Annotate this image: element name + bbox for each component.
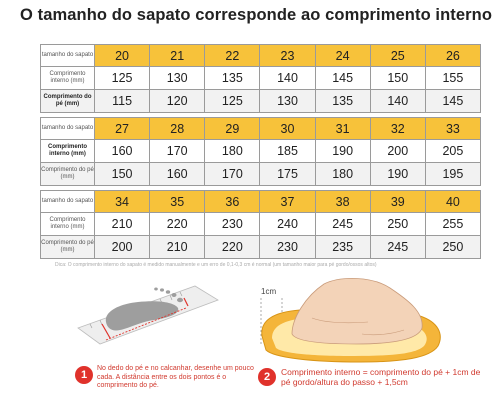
foot-cell: 135	[315, 90, 370, 113]
inner-cell: 145	[315, 67, 370, 90]
foot-cell: 115	[95, 90, 150, 113]
row-label-inner: Comprimento interno (mm)	[41, 67, 95, 90]
inner-cell: 150	[370, 67, 425, 90]
row-label-inner: Comprimento interno (mm)	[41, 140, 95, 163]
row-label-size: tamanho do sapato	[41, 191, 95, 213]
step-2-text: Comprimento interno = comprimento do pé + 1cm de pé gordo/altura do passo + 1,5cm	[281, 367, 481, 387]
foot-length-row	[41, 236, 481, 259]
foot-measure-illustration	[70, 278, 220, 360]
measurement-tip: Dica: O comprimento interno do sapato é medido manualmente e um erro de 0,1-0,3 cm é normal (um tamanho maior para pé gordo/ossos altos)	[55, 262, 377, 268]
inner-cell: 180	[205, 140, 260, 163]
inner-cell: 255	[425, 213, 480, 236]
size-cell: 24	[315, 45, 370, 67]
row-label-foot: Comprimento do pé (mm)	[41, 90, 95, 113]
size-cell: 32	[370, 118, 425, 140]
foot-cell: 140	[370, 90, 425, 113]
row-label-inner: Comprimento interno (mm)	[41, 213, 95, 236]
inner-cell: 130	[150, 67, 205, 90]
row-label-foot: Comprimento do pé (mm)	[41, 236, 95, 259]
size-cell: 35	[150, 191, 205, 213]
foot-cell: 170	[205, 163, 260, 186]
inner-length-row	[41, 213, 481, 236]
size-cell: 27	[95, 118, 150, 140]
size-cell: 33	[425, 118, 480, 140]
size-cell: 34	[95, 191, 150, 213]
foot-cell: 160	[150, 163, 205, 186]
size-cell: 36	[205, 191, 260, 213]
row-label-foot: Comprimento do pé (mm)	[41, 163, 95, 186]
shoe-fit-illustration	[252, 276, 467, 364]
row-label-size: tamanho do sapato	[41, 45, 95, 67]
foot-length-row	[41, 90, 481, 113]
foot-cell: 145	[425, 90, 480, 113]
size-cell: 38	[315, 191, 370, 213]
size-cell: 22	[205, 45, 260, 67]
size-cell: 31	[315, 118, 370, 140]
foot-cell: 190	[370, 163, 425, 186]
foot-cell: 210	[150, 236, 205, 259]
foot-cell: 235	[315, 236, 370, 259]
size-row	[41, 191, 481, 213]
size-cell: 37	[260, 191, 315, 213]
inner-cell: 155	[425, 67, 480, 90]
inner-length-row	[41, 67, 481, 90]
size-cell: 21	[150, 45, 205, 67]
foot-cell: 250	[425, 236, 480, 259]
inner-cell: 160	[95, 140, 150, 163]
foot-cell: 245	[370, 236, 425, 259]
step-1-text: No dedo do pé e no calcanhar, desenhe um pouco cada. A distância entre os dois pontos é o comprimento do pé.	[97, 365, 254, 389]
inner-cell: 240	[260, 213, 315, 236]
ruler-label: 1cm	[261, 287, 277, 296]
size-cell: 26	[425, 45, 480, 67]
inner-length-row	[41, 140, 481, 163]
inner-cell: 170	[150, 140, 205, 163]
size-cell: 30	[260, 118, 315, 140]
inner-cell: 250	[370, 213, 425, 236]
step-2	[258, 367, 490, 387]
inner-cell: 210	[95, 213, 150, 236]
foot-length-row	[41, 163, 481, 186]
inner-cell: 205	[425, 140, 480, 163]
inner-cell: 190	[315, 140, 370, 163]
inner-cell: 140	[260, 67, 315, 90]
size-cell: 20	[95, 45, 150, 67]
page-title: O tamanho do sapato corresponde ao comprimento interno	[20, 6, 493, 24]
size-row	[41, 118, 481, 140]
foot-cell: 150	[95, 163, 150, 186]
foot-cell: 230	[260, 236, 315, 259]
size-cell: 28	[150, 118, 205, 140]
size-cell: 40	[425, 191, 480, 213]
size-row	[41, 45, 481, 67]
foot-cell: 195	[425, 163, 480, 186]
inner-cell: 245	[315, 213, 370, 236]
inner-cell: 200	[370, 140, 425, 163]
size-table-3	[40, 190, 481, 259]
size-table-2	[40, 117, 481, 186]
size-cell: 25	[370, 45, 425, 67]
inner-cell: 185	[260, 140, 315, 163]
foot-cell: 200	[95, 236, 150, 259]
foot-cell: 120	[150, 90, 205, 113]
inner-cell: 135	[205, 67, 260, 90]
step-2-number-badge: 2	[258, 368, 276, 386]
foot-cell: 180	[315, 163, 370, 186]
step-1	[75, 365, 255, 391]
inner-cell: 230	[205, 213, 260, 236]
foot-icon	[292, 278, 422, 344]
inner-cell: 220	[150, 213, 205, 236]
row-label-size: tamanho do sapato	[41, 118, 95, 140]
size-cell: 29	[205, 118, 260, 140]
foot-cell: 125	[205, 90, 260, 113]
inner-cell: 125	[95, 67, 150, 90]
foot-cell: 220	[205, 236, 260, 259]
foot-cell: 130	[260, 90, 315, 113]
step-1-number-badge: 1	[75, 366, 93, 384]
size-table-1	[40, 44, 481, 113]
size-cell: 39	[370, 191, 425, 213]
foot-cell: 175	[260, 163, 315, 186]
size-cell: 23	[260, 45, 315, 67]
